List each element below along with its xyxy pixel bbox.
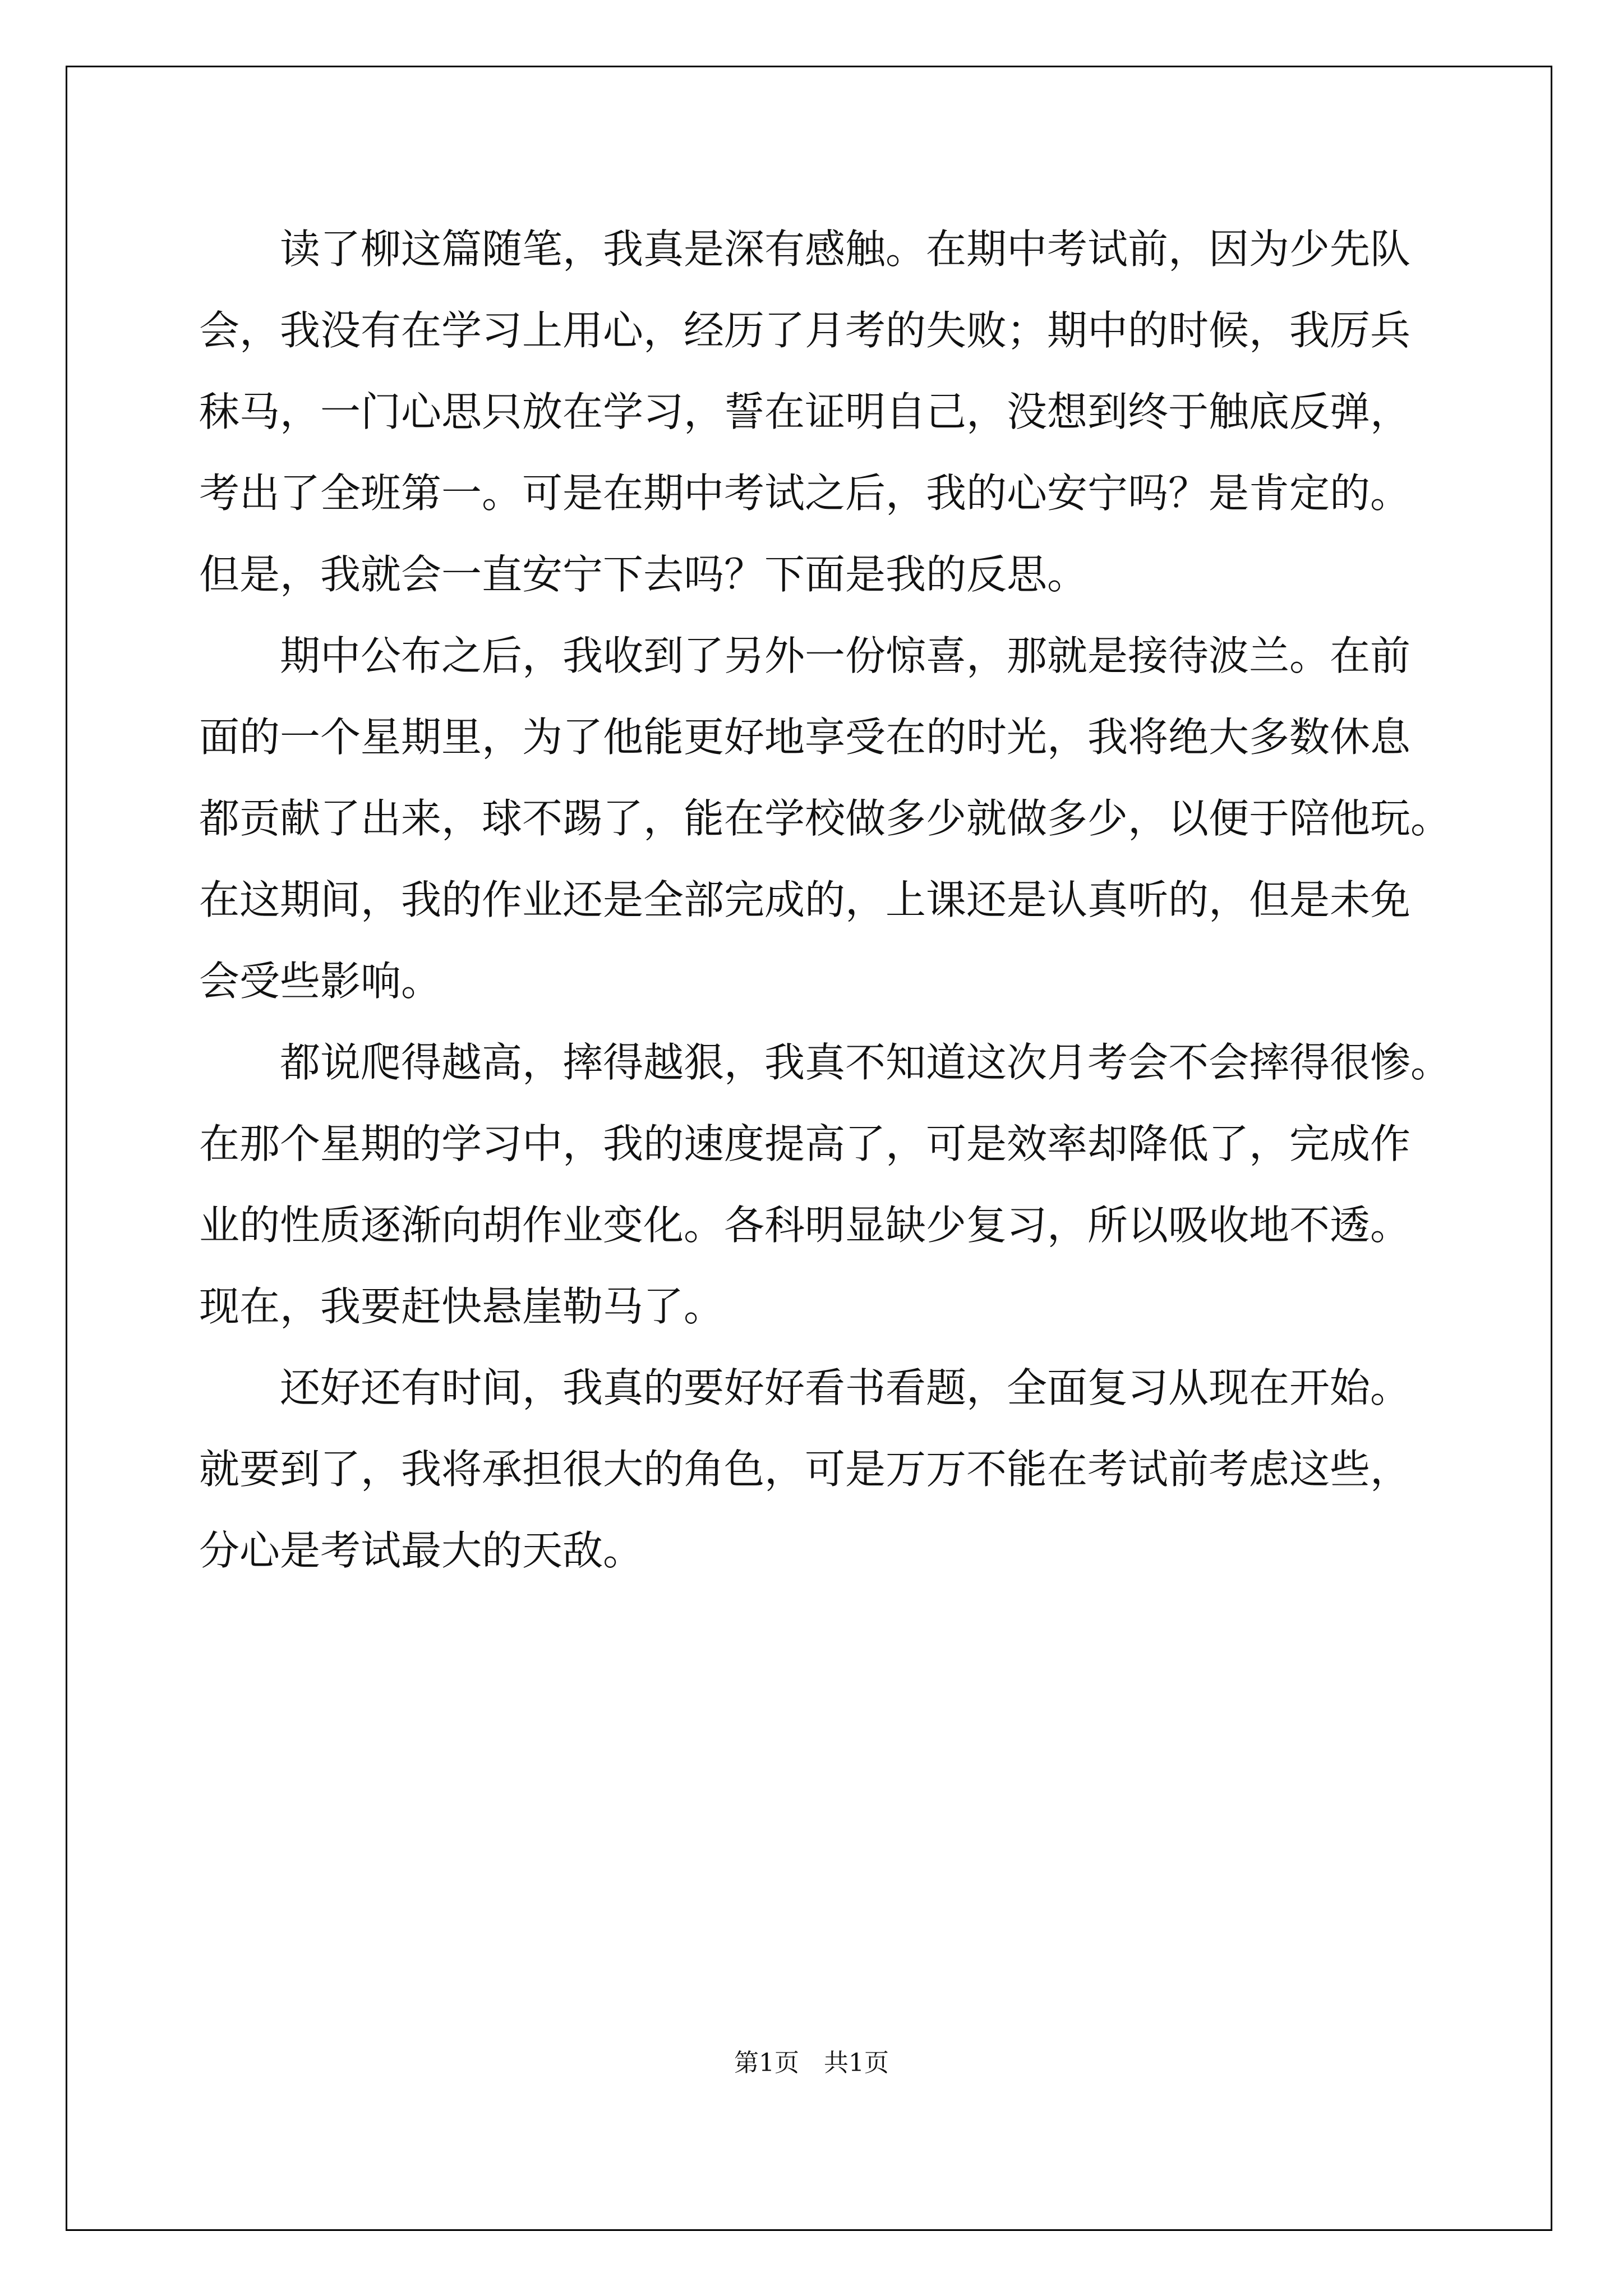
text-line: 在那个星期的学习中，我的速度提高了，可是效率却降低了，完成作 [199, 1120, 1411, 1167]
text-line: 都贡献了出来，球不踢了，能在学校做多少就做多少，以便于陪他玩。 [199, 795, 1451, 842]
text-line: 面的一个星期里，为了他能更好地享受在的时光，我将绝大多数休息 [199, 714, 1411, 761]
text-line: 秣马，一门心思只放在学习，誓在证明自己，没想到终于触底反弹， [199, 388, 1411, 435]
text-line: 会受些影响。 [199, 958, 442, 1005]
text-line: 会，我没有在学习上用心，经历了月考的失败；期中的时候，我厉兵 [199, 307, 1411, 354]
text-line: 分心是考试最大的天敌。 [199, 1527, 644, 1574]
text-line: 读了柳这篇随笔，我真是深有感触。在期中考试前，因为少先队 [199, 226, 1411, 273]
text-line: 还好还有时间，我真的要好好看书看题，全面复习从现在开始。 [199, 1364, 1411, 1411]
document-body [199, 209, 1451, 1591]
page-footer [0, 2046, 1623, 2080]
text-line: 就要到了，我将承担很大的角色，可是万万不能在考试前考虑这些， [199, 1446, 1411, 1493]
text-line: 考出了全班第一。可是在期中考试之后，我的心安宁吗？是肯定的。 [199, 470, 1411, 517]
text-line: 都说爬得越高，摔得越狠，我真不知道这次月考会不会摔得很惨。 [199, 1039, 1451, 1086]
page-number: 第1页 共1页 [734, 2049, 889, 2077]
text-line: 在这期间，我的作业还是全部完成的，上课还是认真听的，但是未免 [199, 876, 1411, 923]
text-line: 但是，我就会一直安宁下去吗？下面是我的反思。 [199, 551, 1088, 598]
text-line: 业的性质逐渐向胡作业变化。各科明显缺少复习，所以吸收地不透。 [199, 1202, 1411, 1249]
text-line: 期中公布之后，我收到了另外一份惊喜，那就是接待波兰。在前 [199, 632, 1411, 679]
text-line: 现在，我要赶快悬崖勒马了。 [199, 1283, 725, 1330]
